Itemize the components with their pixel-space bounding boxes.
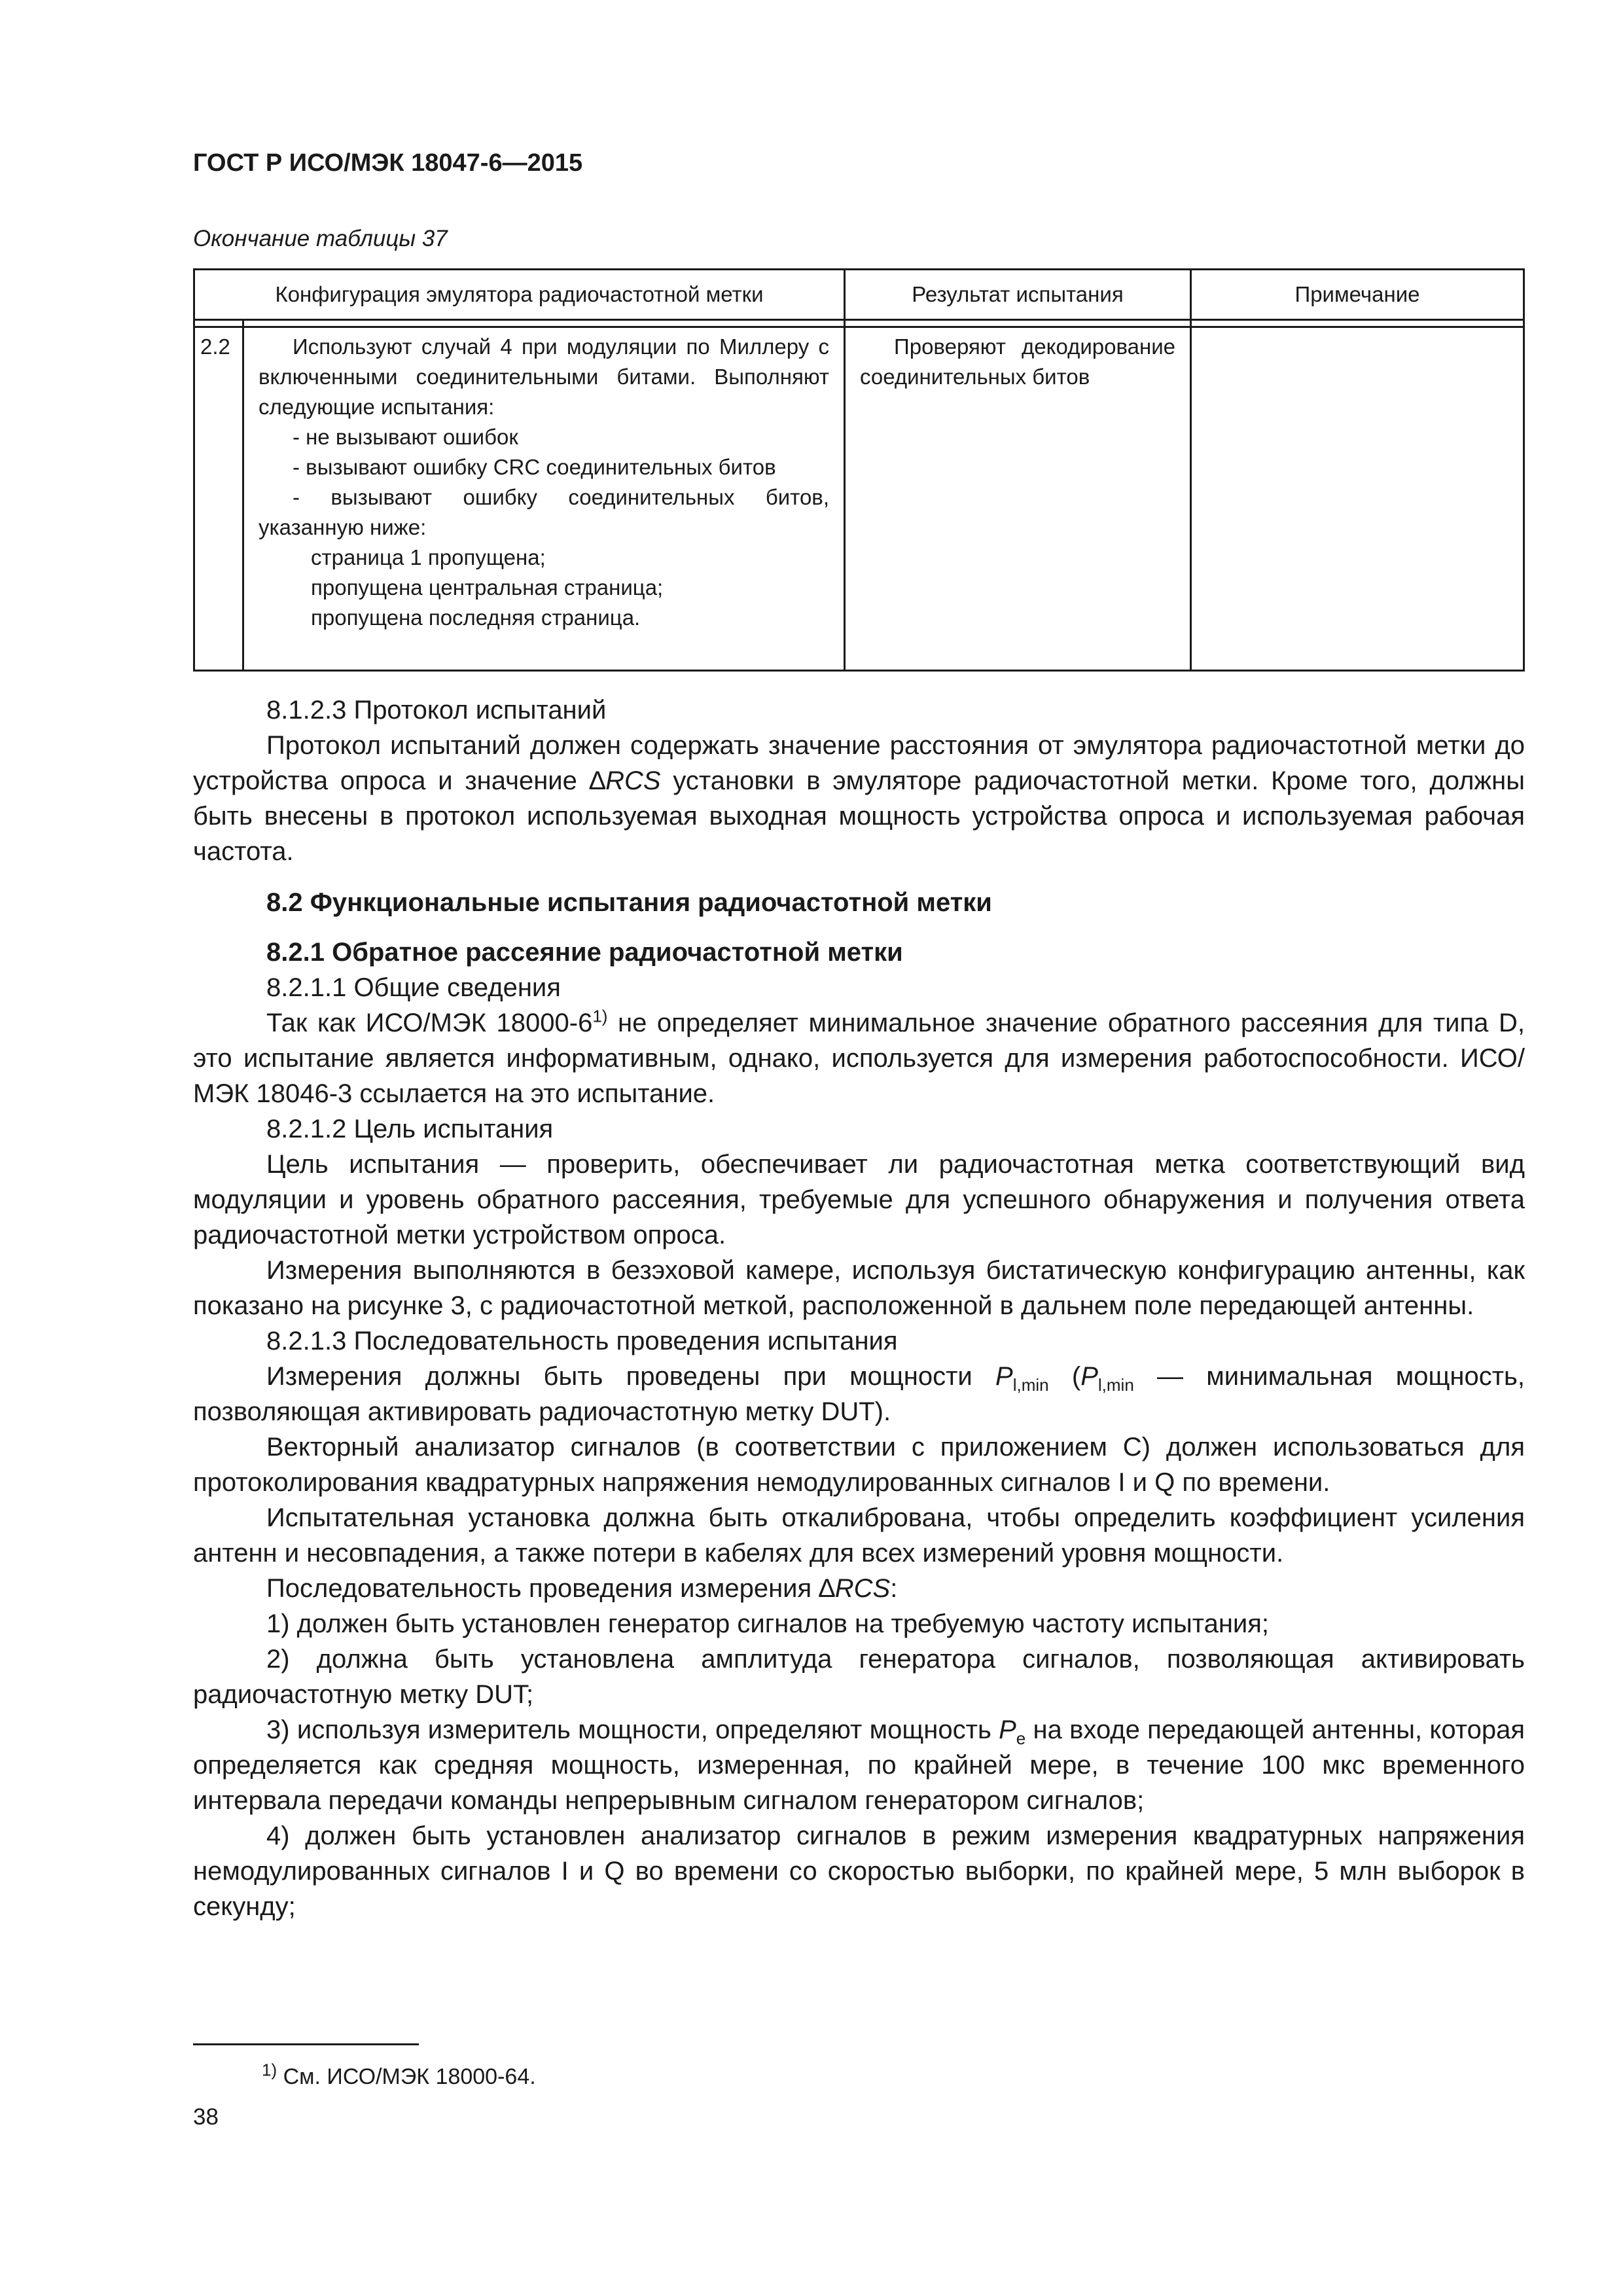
footnote-ref: 1) (592, 1006, 608, 1026)
section-8-2-1-3-text-1: Измерения должны быть проведены при мощности $P_{l,min}$ ($P_{l,min}$ — минимальная мощность, позволяющая активировать радиочастотную метку DUT). (193, 1362, 1525, 1426)
config-item-2: - вызывают ошибку CRC соединительных битов (293, 455, 776, 479)
config-item-1: - не вызывают ошибок (293, 425, 518, 449)
config-intro: Используют случай 4 при модуляции по Миллеру с включенными соединительными битами. Выполняют следующие испытания: (259, 334, 829, 419)
table-37 (193, 268, 1525, 672)
main-text (193, 692, 1525, 1924)
row-result (845, 327, 1191, 671)
header-note: Примечание (1191, 270, 1524, 320)
section-8-2-1-2-text-1: Цель испытания — проверить, обеспечивает ли радиочастотная метка соответствующий вид модуляции и уровень обратного рассеяния, требуемые для успешного обнаружения и получения ответа радиочастотной метки устройством опроса. (193, 1150, 1525, 1249)
config-subitem-1: страница 1 пропущена; (311, 545, 546, 569)
row-note (1191, 327, 1524, 671)
section-8-2-1-2-title: 8.2.1.2 Цель испытания (266, 1115, 554, 1143)
section-8-1-2-3-title: 8.1.2.3 Протокол испытаний (266, 696, 607, 725)
header-result: Результат испытания (845, 270, 1191, 320)
step-4: 4) должен быть установлен анализатор сигналов в режим измерения квадратурных напряжения немодулированных сигналов I и Q во времени со скоростью выборки, по крайней мере, 5 млн выборок в секунду; (193, 1821, 1525, 1921)
page-number: 38 (193, 2104, 219, 2130)
section-8-2-1-3-title: 8.2.1.3 Последовательность проведения испытания (266, 1327, 898, 1355)
section-8-2-1-3-text-3: Испытательная установка должна быть откалибрована, чтобы определить коэффициент усиления антенн и несовпадения, а также потери в кабелях для всех измерений уровня мощности. (193, 1503, 1525, 1568)
section-8-2-1-2-text-2: Измерения выполняются в безэховой камере, используя бистатическую конфигурацию антенны, как показано на рисунке 3, с радиочастотной меткой, расположенной в дальнем поле передающей антенны. (193, 1256, 1525, 1320)
result-text: Проверяют декодирование соединительных битов (860, 334, 1175, 389)
section-8-2-1-1-title: 8.2.1.1 Общие сведения (266, 973, 561, 1002)
step-1: 1) должен быть установлен генератор сигналов на требуемую частоту испытания; (266, 1609, 1270, 1638)
step-2: 2) должна быть установлена амплитуда генератора сигналов, позволяющая активировать радиочастотную метку DUT; (193, 1645, 1525, 1709)
config-subitem-2: пропущена центральная страница; (311, 575, 664, 600)
section-8-2-1-title: 8.2.1 Обратное рассеяние радиочастотной метки (266, 938, 903, 967)
header-config: Конфигурация эмулятора радиочастотной метки (194, 270, 845, 320)
section-8-2-1-1-text: Так как ИСО/МЭК 18000-6$^{1)}$ не определяет минимальное значение обратного рассеяния для типа D, это испытание является информативным, однако, используется для измерения работоспособности. ИСО/МЭК 18046-3 ссылается на это испытание. (193, 1006, 1525, 1108)
table-gap-row (194, 320, 1524, 327)
footnote: $^{1)}$ См. ИСО/МЭК 18000-64. (262, 2060, 536, 2089)
section-8-2-title: 8.2 Функциональные испытания радиочастотной метки (266, 888, 992, 917)
section-8-2-1-3-text-2: Векторный анализатор сигналов (в соответствии с приложением С) должен использоваться для протоколирования квадратурных напряжения немодулированных сигналов I и Q по времени. (193, 1433, 1525, 1497)
row-number: 2.2 (194, 327, 243, 671)
footnote-divider (193, 2043, 419, 2045)
table-row (194, 327, 1524, 671)
config-item-3: - вызывают ошибку соединительных битов, указанную ниже: (259, 485, 829, 539)
step-3: 3) используя измеритель мощности, определяют мощность $P_e$ на входе передающей антенны, которая определяется как средняя мощность, измеренная, по крайней мере, в течение 100 мкс временного интервала передачи команды непрерывным сигналом генератором сигналов; (193, 1715, 1525, 1815)
section-8-1-2-3-text: Протокол испытаний должен содержать значение расстояния от эмулятора радиочастотной метки до устройства опроса и значение ∆RCS установки в эмуляторе радиочастотной метки. Кроме того, должны быть внесены в протокол используемая выходная мощность устройства опроса и используемая рабочая частота. (193, 731, 1525, 866)
document-header: ГОСТ Р ИСО/МЭК 18047-6—2015 (193, 149, 583, 177)
table-header-row (194, 270, 1524, 320)
table-caption: Окончание таблицы 37 (193, 226, 448, 251)
row-config (243, 327, 845, 671)
config-subitem-3: пропущена последняя страница. (311, 605, 641, 630)
footnote-mark: 1) (262, 2060, 277, 2080)
section-8-2-1-3-text-4: Последовательность проведения измерения ∆RCS: (266, 1574, 898, 1603)
